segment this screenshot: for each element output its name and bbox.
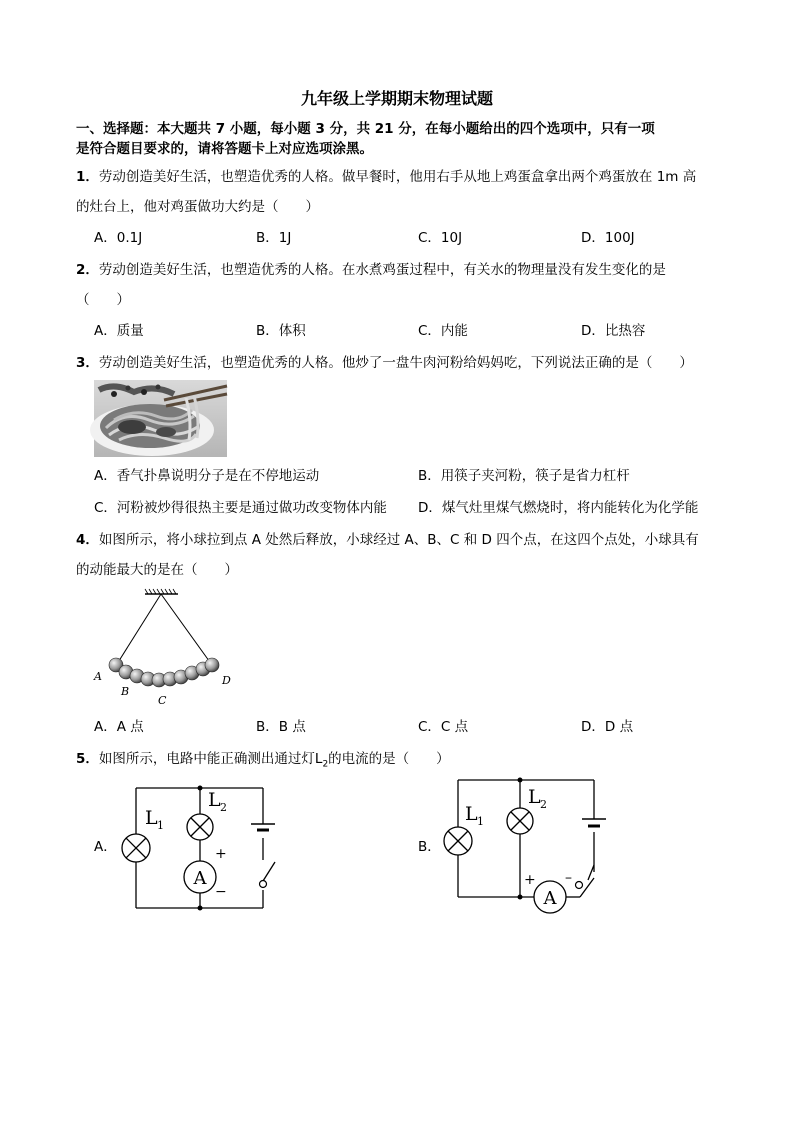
question-2-line1 xyxy=(76,260,666,280)
lamp-l2 xyxy=(187,814,213,840)
l2-subscript: 2 xyxy=(220,801,227,814)
lamp-l2 xyxy=(507,808,533,834)
question-text: 如图所示，将小球拉到点 A 处然后释放，小球经过 A、B、C 和 D 四个点，在这四个点处，小球具有 xyxy=(98,532,699,548)
lamp-l1 xyxy=(122,834,150,862)
circuit-a xyxy=(115,778,275,913)
question-1-line1 xyxy=(76,167,696,187)
q3-option-a: A．香气扑鼻说明分子是在不停地运动 xyxy=(94,468,320,484)
point-c-label: C xyxy=(158,694,167,707)
l2-label: L xyxy=(528,786,541,808)
question-number: 1． xyxy=(76,169,99,185)
l1-label: L xyxy=(145,807,158,829)
question-2-line2: （ ） xyxy=(76,292,130,308)
lamp-symbol: L xyxy=(314,751,323,767)
q2-option-c: C．内能 xyxy=(418,323,468,339)
question-text: 劳动创造美好生活，也塑造优秀的人格。做早餐时，他用右手从地上鸡蛋盒拿出两个鸡蛋放在 1m 高 xyxy=(98,169,697,185)
plus-sign: + xyxy=(524,872,536,888)
lamp-l1 xyxy=(444,827,472,855)
q1-option-a: A．0.1J xyxy=(94,230,143,246)
q5-option-a-label: A． xyxy=(94,839,117,855)
q2-option-a: A．质量 xyxy=(94,323,144,339)
q5-option-b-label: B． xyxy=(418,839,441,855)
q2-option-b: B．体积 xyxy=(256,323,306,339)
lamp-subscript: 2 xyxy=(322,759,329,770)
question-number: 5． xyxy=(76,751,99,767)
pendulum-figure xyxy=(90,588,250,710)
section-header-line2: 是符合题目要求的，请将答题卡上对应选项涂黑。 xyxy=(76,141,373,157)
minus-sign: – xyxy=(565,870,572,886)
question-4-line2: 的动能最大的是在（ ） xyxy=(76,562,238,578)
noodle-photo xyxy=(94,380,227,457)
q4-option-b: B．B 点 xyxy=(256,719,306,735)
q4-option-c: C．C 点 xyxy=(418,719,469,735)
q1-option-d: D．100J xyxy=(581,230,635,246)
q2-option-d: D．比热容 xyxy=(581,323,646,339)
page-title: 九年级上学期期末物理试题 xyxy=(300,89,493,108)
q4-option-a: A．A 点 xyxy=(94,719,144,735)
minus-sign: − xyxy=(215,884,227,900)
string-right xyxy=(161,594,212,665)
point-d-label: D xyxy=(222,674,231,687)
section-header-line1: 一、选择题：本大题共 7 小题，每小题 3 分，共 21 分，在每小题给出的四个选项中，只有一项 xyxy=(76,121,655,137)
l1-subscript: 1 xyxy=(477,815,484,828)
l2-label: L xyxy=(208,789,221,811)
l2-subscript: 2 xyxy=(540,798,547,811)
question-text: 劳动创造美好生活，也塑造优秀的人格。在水煮鸡蛋过程中，有关水的物理量没有发生变化的是 xyxy=(98,262,666,278)
balls xyxy=(109,658,219,687)
l1-subscript: 1 xyxy=(157,819,164,832)
ammeter-label: A xyxy=(193,868,207,889)
q1-option-b: B．1J xyxy=(256,230,292,246)
q3-option-d: D．煤气灶里煤气燃烧时，将内能转化为化学能 xyxy=(418,500,699,516)
question-number: 4． xyxy=(76,532,99,548)
string-left xyxy=(117,594,161,664)
q3-option-c: C．河粉被炒得很热主要是通过做功改变物体内能 xyxy=(94,500,387,516)
question-text: 劳动创造美好生活，也塑造优秀的人格。他炒了一盘牛肉河粉给妈妈吃，下列说法正确的是（ ） xyxy=(98,355,693,371)
question-1-line2: 的灶台上，他对鸡蛋做功大约是（ ） xyxy=(76,199,319,215)
l1-label: L xyxy=(465,803,478,825)
question-3-line1 xyxy=(76,353,693,373)
q4-option-d: D．D 点 xyxy=(581,719,634,735)
question-number: 2． xyxy=(76,262,99,278)
circuit-b xyxy=(440,770,610,920)
point-a-label: A xyxy=(94,670,102,683)
question-4-line1 xyxy=(76,530,699,550)
question-number: 3． xyxy=(76,355,99,371)
question-text-post: 的电流的是（ ） xyxy=(328,751,450,767)
point-b-label: B xyxy=(121,685,130,698)
q1-option-c: C．10J xyxy=(418,230,463,246)
plus-sign: + xyxy=(215,846,227,862)
ammeter-label: A xyxy=(543,888,557,909)
q3-option-b: B．用筷子夹河粉，筷子是省力杠杆 xyxy=(418,468,630,484)
question-5-line1 xyxy=(76,749,450,775)
question-text-pre: 如图所示，电路中能正确测出通过灯 xyxy=(98,751,315,767)
